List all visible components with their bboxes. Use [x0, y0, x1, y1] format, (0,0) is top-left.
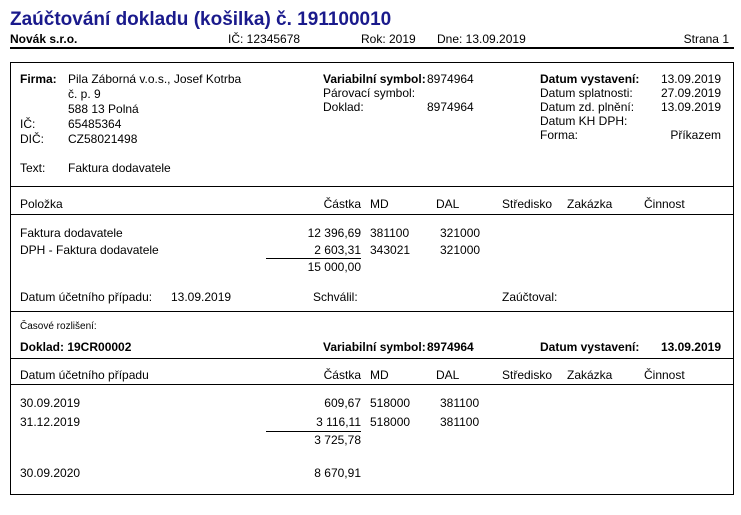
col-md: MD	[370, 197, 389, 211]
rozliseni-vs-value: 8974964	[427, 340, 474, 354]
vs-label: Variabilní symbol:	[323, 72, 426, 86]
col-datum: Datum účetního případu	[20, 368, 149, 382]
rozliseni-label: Časové rozlišení:	[20, 321, 97, 332]
col-zakazka: Zakázka	[567, 368, 613, 382]
datum-vystaveni-value: 13.09.2019	[660, 72, 721, 86]
datum-vystaveni-label: Datum vystavení:	[540, 72, 640, 86]
row-md: 518000	[370, 415, 411, 429]
row-castka: 12 396,69	[307, 226, 361, 240]
row-dal: 381100	[440, 396, 480, 410]
firma-street: č. p. 9	[68, 87, 101, 101]
col-castka: Částka	[323, 197, 361, 211]
rozliseni-vs-label: Variabilní symbol:	[323, 340, 426, 354]
dic-label: DIČ:	[20, 132, 44, 146]
text-label: Text:	[20, 161, 46, 175]
section-divider	[11, 358, 733, 359]
firma-label: Firma:	[20, 72, 57, 86]
firma-city: 588 13 Polná	[68, 102, 139, 116]
datum-zd-value: 13.09.2019	[660, 100, 721, 114]
col-dal: DAL	[436, 197, 460, 211]
table-header-divider	[11, 384, 733, 385]
zauctoval-label: Zaúčtoval:	[502, 290, 558, 304]
company-ic: IČ: 12345678	[228, 32, 301, 46]
section-divider	[11, 186, 733, 187]
ic-label: IČ:	[20, 117, 36, 131]
ic-value: 65485364	[68, 117, 122, 131]
datum-kh-label: Datum KH DPH:	[540, 114, 628, 128]
row-castka: 609,67	[324, 396, 361, 410]
datum-zd-label: Datum zd. plnění:	[540, 100, 635, 114]
datum-pripadu-label: Datum účetního případu:	[20, 290, 153, 304]
vs-value: 8974964	[427, 72, 474, 86]
row-datum: 31.12.2019	[20, 415, 81, 429]
col-dal: DAL	[436, 368, 460, 382]
rozliseni-doklad: Doklad: 19CR00002	[20, 340, 132, 354]
row-castka: 3 116,11	[316, 415, 361, 429]
year: Rok: 2019	[361, 32, 416, 46]
doklad-label: Doklad:	[323, 100, 364, 114]
total-castka: 15 000,00	[307, 260, 361, 274]
row-polozka: DPH - Faktura dodavatele	[20, 243, 159, 257]
col-polozka: Položka	[20, 197, 63, 211]
header-divider	[10, 47, 734, 49]
print-date: Dne: 13.09.2019	[437, 32, 526, 46]
text-value: Faktura dodavatele	[68, 161, 171, 175]
col-stredisko: Středisko	[502, 368, 553, 382]
rozliseni-total: 3 725,78	[314, 433, 361, 447]
row-datum: 30.09.2019	[20, 396, 81, 410]
col-md: MD	[370, 368, 389, 382]
company-name: Novák s.r.o.	[10, 32, 78, 46]
datum-splatnosti-value: 27.09.2019	[660, 86, 721, 100]
datum-splatnosti-label: Datum splatnosti:	[540, 86, 633, 100]
rozliseni-dv-value: 13.09.2019	[660, 340, 721, 354]
last-datum: 30.09.2020	[20, 466, 81, 480]
last-castka: 8 670,91	[314, 466, 361, 480]
col-castka: Částka	[323, 368, 361, 382]
row-polozka: Faktura dodavatele	[20, 226, 123, 240]
col-zakazka: Zakázka	[567, 197, 613, 211]
col-cinnost: Činnost	[644, 197, 685, 211]
forma-value: Příkazem	[670, 128, 721, 142]
row-dal: 381100	[440, 415, 480, 429]
page-title: Zaúčtování dokladu (košilka) č. 191100010	[10, 9, 392, 30]
row-md: 381100	[370, 226, 410, 240]
forma-label: Forma:	[540, 128, 579, 142]
schvalil-label: Schválil:	[313, 290, 358, 304]
table-header-divider	[11, 214, 733, 215]
col-stredisko: Středisko	[502, 197, 553, 211]
datum-pripadu-value: 13.09.2019	[171, 290, 232, 304]
firma-name: Pila Záborná v.o.s., Josef Kotrba	[68, 72, 242, 86]
row-castka: 2 603,31	[314, 243, 361, 257]
row-dal: 321000	[440, 226, 481, 240]
sum-line	[266, 431, 361, 432]
rozliseni-dv-label: Datum vystavení:	[540, 340, 640, 354]
sum-line	[266, 258, 361, 259]
parovaci-label: Párovací symbol:	[323, 86, 416, 100]
row-md: 343021	[370, 243, 411, 257]
page-number: Strana 1	[683, 32, 729, 46]
section-divider	[11, 311, 733, 312]
dic-value: CZ58021498	[68, 132, 138, 146]
row-dal: 321000	[440, 243, 481, 257]
col-cinnost: Činnost	[644, 368, 685, 382]
doklad-value: 8974964	[427, 100, 474, 114]
row-md: 518000	[370, 396, 411, 410]
